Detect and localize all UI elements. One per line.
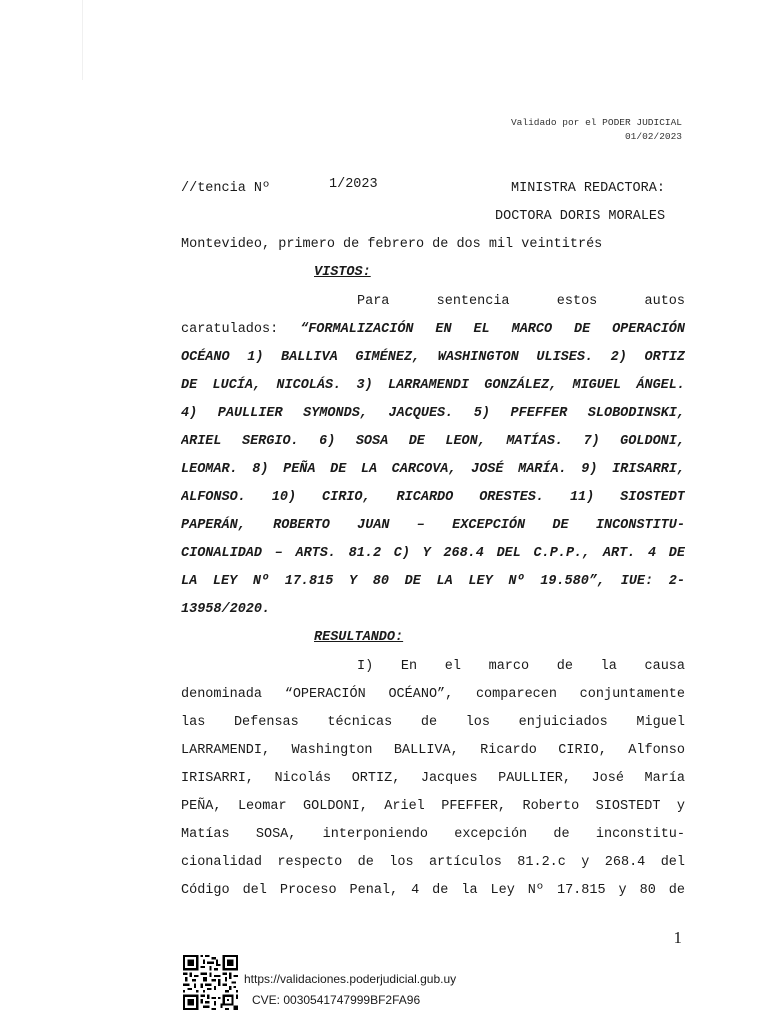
resultando-line: denominada “OPERACIÓN OCÉANO”, comparecen conjuntamente: [181, 687, 685, 702]
resultando-line: Código del Proceso Penal, 4 de la Ley Nº 17.815 y 80 de: [181, 883, 685, 898]
page-edge: [82, 0, 83, 80]
page-number: 1: [673, 928, 682, 947]
caratulados-line: [181, 316, 685, 344]
vistos-line: LA LEY Nº 17.815 Y 80 DE LA LEY Nº 19.580”, IUE: 2-: [181, 574, 685, 589]
validation-stamp: [511, 116, 682, 144]
resultando-heading: RESULTANDO:: [314, 630, 404, 645]
vistos-last-line: 13958/2020.: [181, 602, 271, 617]
qr-code-icon: [183, 955, 238, 1010]
vistos-line: CIONALIDAD – ARTS. 81.2 C) Y 268.4 DEL C.P.P., ART. 4 DE: [181, 546, 685, 561]
place-date: Montevideo, primero de febrero de dos mil veintitrés: [181, 237, 603, 252]
vistos-line: DE LUCÍA, NICOLÁS. 3) LARRAMENDI GONZÁLEZ, MIGUEL ÁNGEL.: [181, 378, 685, 393]
resultando-intro: I) En el marco de la causa: [357, 659, 685, 674]
vistos-line: PAPERÁN, ROBERTO JUAN – EXCEPCIÓN DE INCONSTITU-: [181, 518, 685, 533]
resultando-line: las Defensas técnicas de los enjuiciados Miguel: [181, 715, 685, 730]
resultando-line: LARRAMENDI, Washington BALLIVA, Ricardo CIRIO, Alfonso: [181, 743, 685, 758]
doctora-name: DOCTORA DORIS MORALES: [495, 209, 666, 224]
resultando-line: IRISARRI, Nicolás ORTIZ, Jacques PAULLIER, José María: [181, 771, 685, 786]
resultando-body: [181, 653, 685, 905]
caratulados-title: “FORMALIZACIÓN EN EL MARCO DE OPERACIÓN: [300, 322, 685, 337]
vistos-line: ALFONSO. 10) CIRIO, RICARDO ORESTES. 11) SIOSTEDT: [181, 490, 685, 505]
vistos-body: [181, 288, 685, 624]
validation-date: 01/02/2023: [624, 131, 682, 142]
vistos-line: ARIEL SERGIO. 6) SOSA DE LEON, MATÍAS. 7) GOLDONI,: [181, 434, 685, 449]
resultando-line: cionalidad respecto de los artículos 81.2.c y 268.4 del: [181, 855, 685, 870]
validation-text: Validado por el PODER JUDICIAL: [510, 117, 682, 128]
sentencia-label: //tencia Nº: [181, 181, 271, 196]
vistos-line: 4) PAULLIER SYMONDS, JACQUES. 5) PFEFFER SLOBODINSKI,: [181, 406, 685, 421]
vistos-line: OCÉANO 1) BALLIVA GIMÉNEZ, WASHINGTON ULISES. 2) ORTIZ: [181, 350, 685, 365]
vistos-line: LEOMAR. 8) PEÑA DE LA CARCOVA, JOSÉ MARÍA. 9) IRISARRI,: [181, 462, 685, 477]
vistos-intro: Para sentencia estos autos: [357, 294, 685, 309]
validation-cve: CVE: 0030541747999BF2FA96: [252, 993, 421, 1007]
vistos-heading: VISTOS:: [314, 265, 371, 280]
caratulados-label: caratulados:: [181, 322, 279, 337]
ministra-label: MINISTRA REDACTORA:: [511, 181, 665, 196]
resultando-line: PEÑA, Leomar GOLDONI, Ariel PFEFFER, Roberto SIOSTEDT y: [181, 799, 685, 814]
sentencia-number: 1/2023: [329, 177, 378, 192]
validation-url[interactable]: https://validaciones.poderjudicial.gub.uy: [244, 972, 457, 986]
resultando-line: Matías SOSA, interponiendo excepción de inconstitu-: [181, 827, 685, 842]
